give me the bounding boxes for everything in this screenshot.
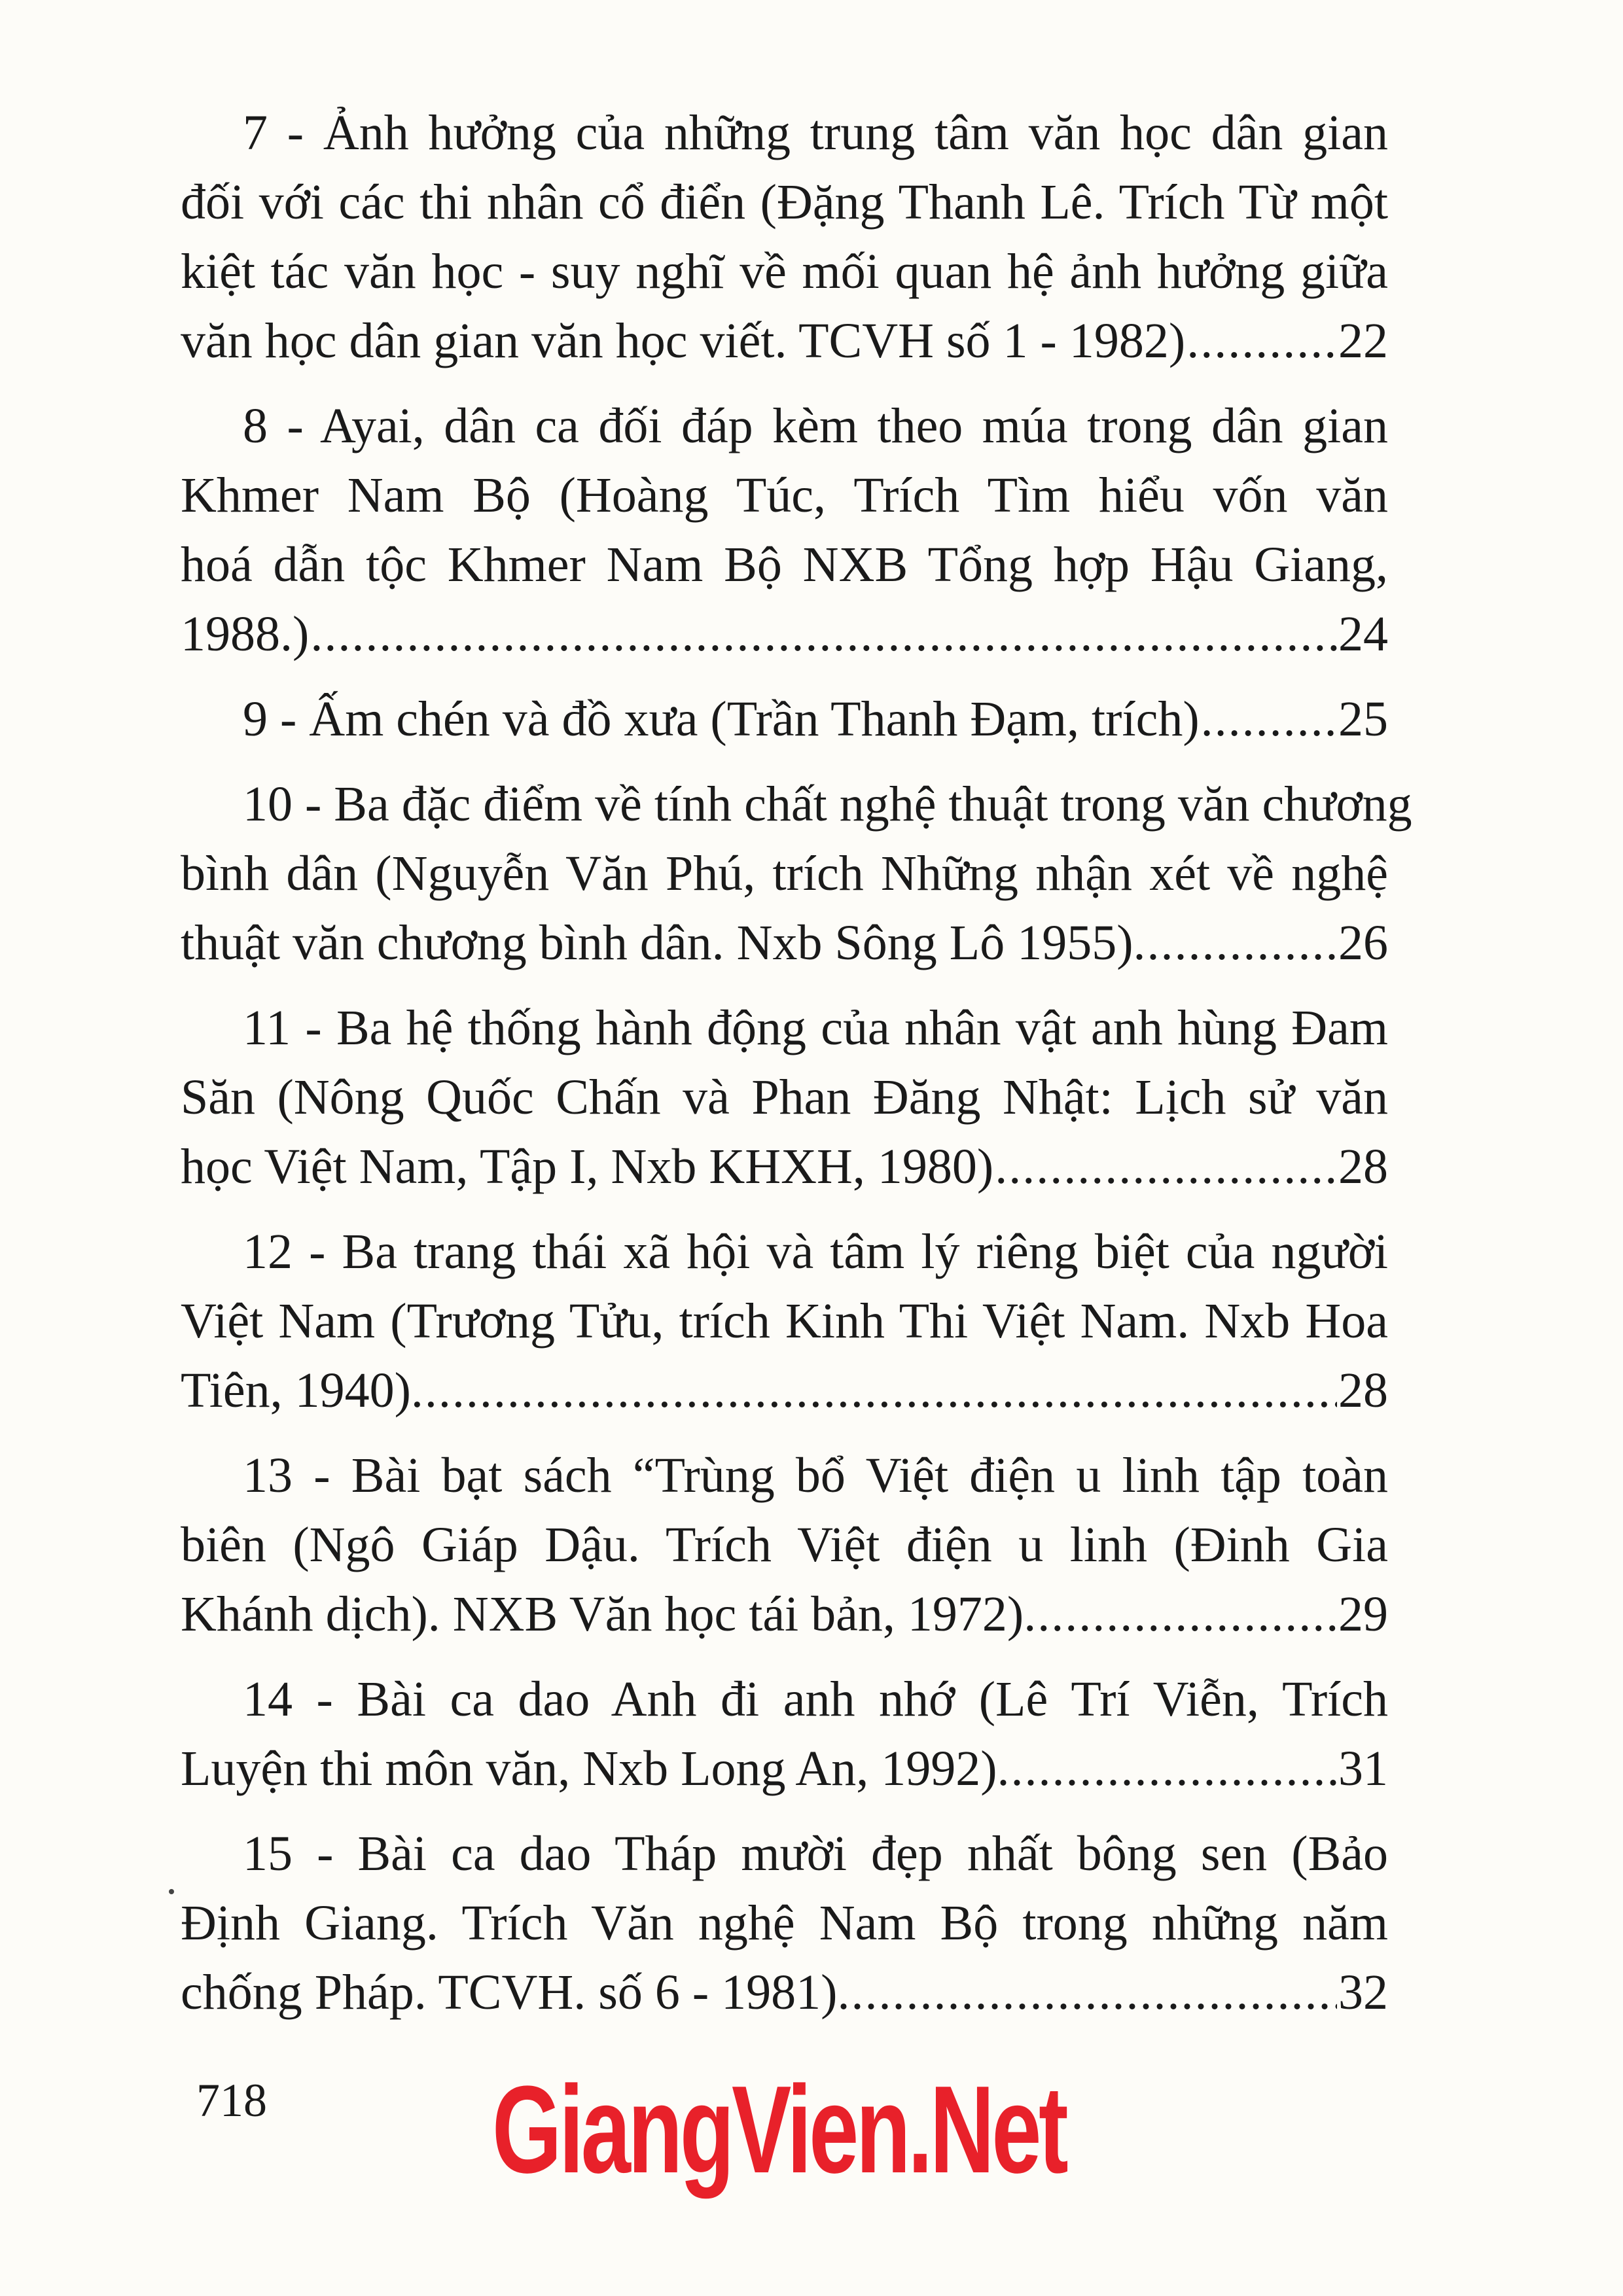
entry-text-line: 13 - Bài bạt sách “Trùng bổ Việt điện u linh tập toàn xyxy=(243,1448,1388,1503)
scan-speck xyxy=(169,1889,174,1894)
entry-text-line: bình dân (Nguyễn Văn Phú, trích Những nhận xét về nghệ xyxy=(181,846,1388,901)
toc-entry xyxy=(181,993,1388,1201)
entry-text-line: 15 - Bài ca dao Tháp mười đẹp nhất bông sen (Bảo xyxy=(243,1826,1388,1881)
dot-leader xyxy=(425,1356,1337,1425)
entry-text-line: kiệt tác văn học - suy nghĩ về mối quan hệ ảnh hưởng giữa xyxy=(181,244,1388,299)
entry-text-end: Luyện thi môn văn, Nxb Long An, 1992). xyxy=(181,1741,1010,1796)
entry-text-end: 1988.) xyxy=(181,607,310,662)
entry-last-line xyxy=(181,684,1388,754)
dot-leader xyxy=(1186,306,1337,376)
entry-page-number: 26 xyxy=(1338,915,1388,970)
entry-text-line: hoá dẫn tộc Khmer Nam Bộ NXB Tổng hợp Hậu Giang, xyxy=(181,537,1388,592)
entry-text-line: 10 - Ba đặc điểm về tính chất nghệ thuật trong văn chương xyxy=(243,777,1412,832)
entry-text-end: Tiên, 1940). xyxy=(181,1363,423,1418)
entry-page-number: 24 xyxy=(1338,607,1388,662)
dot-leader xyxy=(1201,684,1337,754)
entry-last-line xyxy=(181,1132,1388,1201)
toc-entry xyxy=(181,1665,1388,1803)
entry-page-number: 28 xyxy=(1338,1363,1388,1418)
entry-text-line: biên (Ngô Giáp Dậu. Trích Việt điện u linh (Đinh Gia xyxy=(181,1517,1388,1572)
toc-entry xyxy=(181,684,1388,754)
entry-page-number: 22 xyxy=(1338,313,1388,368)
entry-text-line: 12 - Ba trang thái xã hội và tâm lý riêng biệt của người xyxy=(243,1224,1388,1279)
toc-entry xyxy=(181,769,1412,978)
entry-page-number: 29 xyxy=(1338,1587,1388,1642)
entry-text-line: Khmer Nam Bộ (Hoàng Túc, Trích Tìm hiểu vốn văn xyxy=(181,468,1388,523)
entry-text-line: 8 - Ayai, dân ca đối đáp kèm theo múa trong dân gian xyxy=(243,398,1388,453)
entry-text-line: 14 - Bài ca dao Anh đi anh nhớ (Lê Trí Viễn, Trích xyxy=(243,1672,1388,1727)
entry-text-end: văn học dân gian văn học viết. TCVH số 1 - 1982) xyxy=(181,313,1186,368)
table-of-contents xyxy=(181,98,1412,2043)
entry-text-line: 11 - Ba hệ thống hành động của nhân vật anh hùng Đam xyxy=(243,1000,1388,1055)
entry-page-number: 28 xyxy=(1338,1139,1388,1194)
entry-text-line: Việt Nam (Trương Tửu, trích Kinh Thi Việt Nam. Nxb Hoa xyxy=(181,1294,1388,1349)
watermark-logo: GiangVien.Net xyxy=(492,2060,1066,2199)
entry-text-end: Khánh dịch). NXB Văn học tái bản, 1972). xyxy=(181,1587,1037,1642)
entry-text-line: 7 - Ảnh hưởng của những trung tâm văn học dân gian xyxy=(243,105,1388,160)
entry-text-end: 9 - Ấm chén và đồ xưa (Trần Thanh Đạm, trích) xyxy=(243,692,1200,747)
entry-text-line: đối với các thi nhân cổ điển (Đặng Thanh Lê. Trích Từ một xyxy=(181,175,1388,230)
entry-last-line xyxy=(181,599,1388,669)
entry-page-number: 31 xyxy=(1338,1741,1388,1796)
entry-text-end: chống Pháp. TCVH. số 6 - 1981). xyxy=(181,1965,850,2020)
entry-text-line: Săn (Nông Quốc Chấn và Phan Đăng Nhật: Lịch sử văn xyxy=(181,1070,1388,1125)
entry-text-end: học Việt Nam, Tập I, Nxb KHXH, 1980) xyxy=(181,1139,994,1194)
dot-leader xyxy=(851,1958,1337,2027)
entry-last-line xyxy=(181,908,1388,978)
entry-page-number: 32 xyxy=(1338,1965,1388,2020)
entry-last-line xyxy=(181,1580,1388,1649)
toc-entry xyxy=(181,1819,1388,2027)
dot-leader xyxy=(310,599,1337,669)
entry-last-line xyxy=(181,1356,1388,1425)
entry-text-end: thuật văn chương bình dân. Nxb Sông Lô 1955). xyxy=(181,915,1146,970)
toc-entry xyxy=(181,391,1388,669)
entry-last-line xyxy=(181,1958,1388,2027)
entry-page-number: 25 xyxy=(1338,692,1388,747)
entry-last-line xyxy=(181,1734,1388,1803)
toc-entry xyxy=(181,1441,1388,1649)
dot-leader xyxy=(1147,908,1337,978)
entry-text-line: Định Giang. Trích Văn nghệ Nam Bộ trong những năm xyxy=(181,1896,1388,1951)
dot-leader xyxy=(995,1132,1337,1201)
toc-entry xyxy=(181,1217,1388,1425)
entry-last-line xyxy=(181,306,1388,376)
dot-leader xyxy=(1037,1580,1337,1649)
dot-leader xyxy=(1011,1734,1337,1803)
toc-entry xyxy=(181,98,1388,376)
page-number: 718 xyxy=(196,2074,267,2127)
